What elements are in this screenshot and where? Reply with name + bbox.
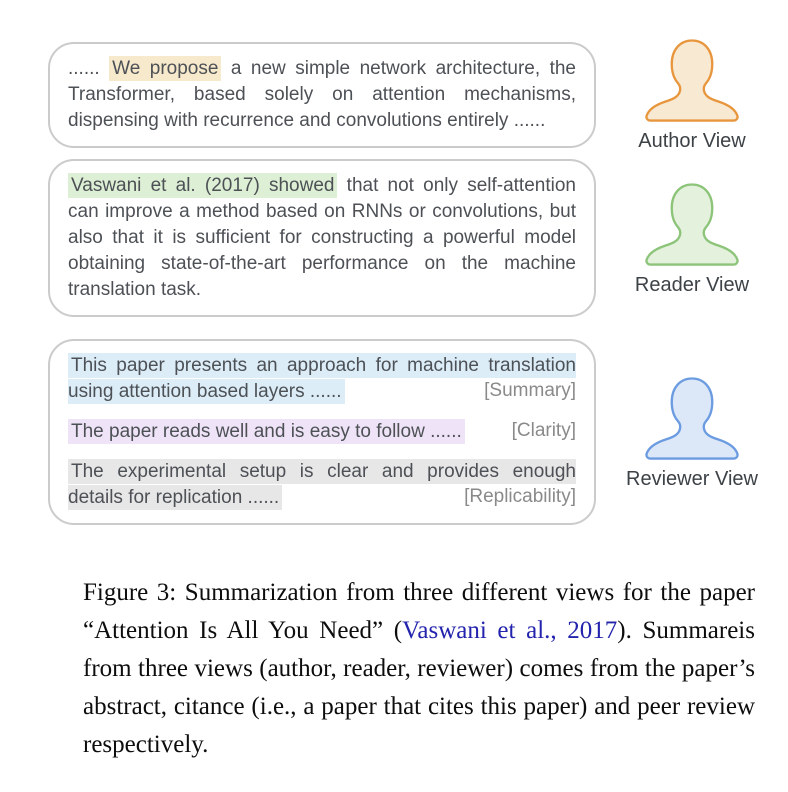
- citation-link[interactable]: Vaswani et al., 2017: [402, 617, 618, 644]
- reviewer-person-icon: [638, 374, 746, 464]
- review-item-summary: [68, 353, 576, 405]
- reviewer-review-bubble: [48, 339, 596, 525]
- review-item-clarity: [68, 419, 576, 445]
- summary-tag: [Summary]: [478, 378, 576, 404]
- reviewer-view: [596, 374, 788, 491]
- abstract-highlight: We propose: [109, 56, 221, 81]
- author-view-label: Author View: [638, 130, 746, 152]
- replicability-highlight: The experimental setup is clear and provides enough details for replication ......: [68, 461, 576, 508]
- caption-prefix: Figure 3: Summarization from three different views for the paper “Attention Is All You Need” (: [83, 579, 755, 644]
- citance-text: [68, 173, 576, 303]
- citance-highlight: Vaswani et al. (2017) showed: [68, 173, 337, 198]
- figure-caption: [83, 574, 755, 764]
- author-person-icon: [638, 36, 746, 126]
- author-view: [596, 36, 788, 153]
- citance-text-rest: that not only self-attention can improve a method based on RNNs or convolutions, but also that it is sufficient for constructing a powerful model obtaining state-of-the-art performance on the machine translation task.: [68, 175, 576, 300]
- reader-view: [596, 180, 788, 297]
- caption-suffix: ). Summareis from three views (author, reader, reviewer) comes from the paper’s abstract, citance (i.e., a paper that cites this paper) and peer review respectively.: [83, 617, 755, 758]
- reader-person-icon: [638, 180, 746, 270]
- reader-row: [48, 159, 788, 317]
- clarity-text: [68, 419, 576, 445]
- abstract-text: [68, 56, 576, 134]
- clarity-tag: [Clarity]: [506, 418, 576, 444]
- reader-view-label: Reader View: [634, 273, 750, 296]
- abstract-text-prefix: ......: [68, 57, 110, 79]
- reviewer-view-label: Reviewer View: [626, 467, 758, 490]
- reader-citance-bubble: [48, 159, 596, 317]
- replicability-tag: [Replicability]: [458, 484, 576, 510]
- abstract-text-rest: a new simple network architecture, the Transformer, based solely on attention mechanisms, dispensing with recurrence and convolutions entirely ......: [68, 57, 576, 131]
- summary-highlight: This paper presents an approach for machine translation using attention based layers ......: [68, 355, 576, 402]
- author-row: [48, 36, 788, 153]
- reviewer-row: [48, 339, 788, 525]
- review-item-replicability: [68, 459, 576, 511]
- clarity-highlight: The paper reads well and is easy to follow ......: [68, 419, 465, 444]
- author-abstract-bubble: [48, 42, 596, 148]
